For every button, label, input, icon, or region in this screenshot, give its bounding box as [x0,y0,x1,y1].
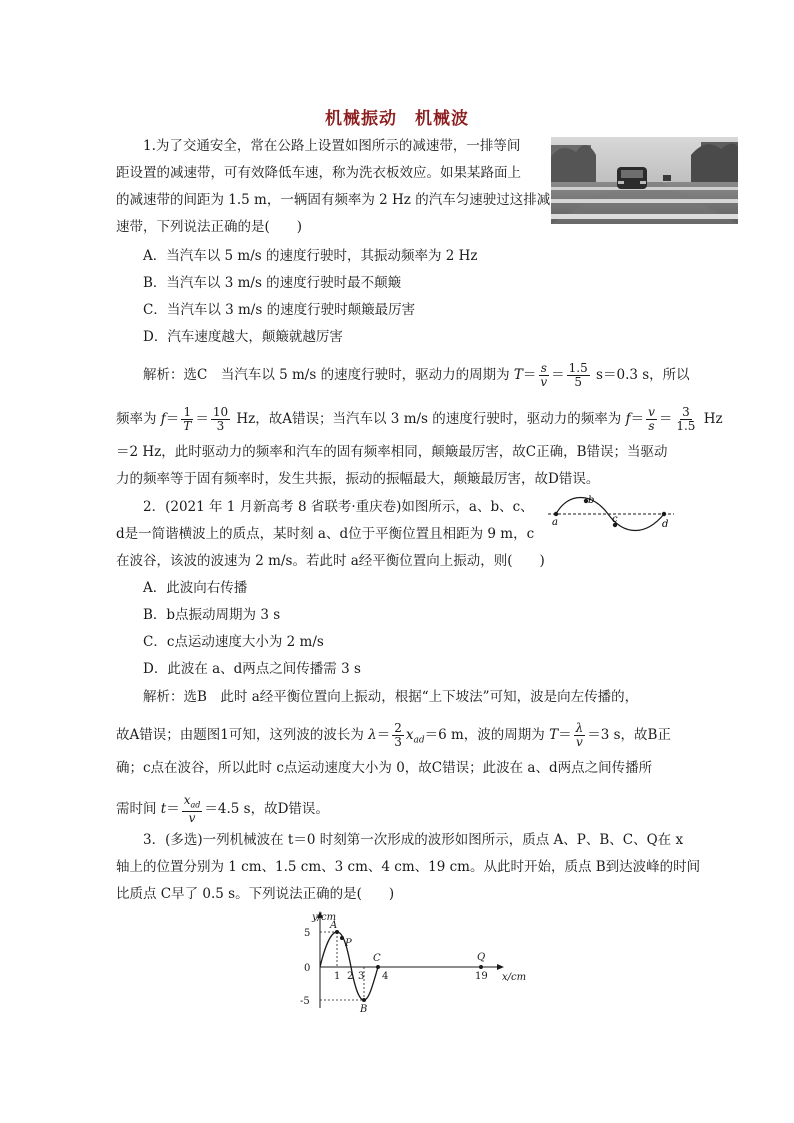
q2-sol4-frac-num [182,794,203,812]
q1-sol2-frac-3 [646,406,657,433]
q1-sol-frac-1-den: v [540,375,548,389]
q3-label-P: P [345,938,352,949]
q1-solution-line-1 [143,362,690,389]
q3-x-tick-4: 4 [382,971,389,982]
q3-y-axis-label: y/cm [312,912,337,923]
q1-sol2-eq2: ＝ [195,411,209,427]
q1-sol-T: T [513,367,523,383]
q2-label-a: a [552,517,558,528]
q1-line-4: 速带，下列说法正确的是( ) [116,219,303,235]
q2-point-a [554,512,558,516]
q2-solution-line-3: 确；c点在波谷，所以此时 c点运动速度大小为 0，故C错误；此波在 a、d两点之间传播所 [116,760,653,776]
q3-y-tick-0: 0 [304,963,311,974]
q2-line-3: 在波谷，该波的波速为 2 m/s。若此时 a经平衡位置向上振动，则( ) [116,553,545,569]
q1-sol-frac-1-num: s [540,361,547,375]
q3-label-A: A [330,920,338,931]
q2-sol4-eq: ＝ [166,801,180,818]
q1-line-1: 1.为了交通安全，常在公路上设置如图所示的减速带，一排等间 [143,138,521,154]
q1-sol2-frac-1-num: 1 [183,405,192,419]
q1-sol2-frac-2-den: 3 [216,419,225,433]
q1-sol2-frac-4-den: 1.5 [676,419,696,433]
q2-line-2: d是一简谐横波上的质点，某时刻 a、d位于平衡位置且相距为 9 m，c [116,526,535,542]
q3-line-2: 轴上的位置分别为 1 cm、1.5 cm、3 cm、4 cm、19 cm。从此时开始，质点 B到达波峰的时间 [116,859,701,875]
q3-x-tick-2: 2 [347,971,354,982]
q1-sol2-frac-2-num: 10 [212,405,229,419]
q2-solution-line-4 [116,794,329,825]
page-title: 机械振动 机械波 [325,109,469,129]
q1-sol2-frac-1-den: T [183,419,192,433]
q3-x-tick-1: 1 [334,971,341,982]
q2-sol2-x-sub: ad [413,735,425,746]
q1-sol-frac-2 [567,362,590,389]
q1-sol2-eq3: ＝ [630,411,645,427]
q1-sol-text-b: s＝0.3 s，所以 [591,367,690,383]
q1-solution-line-4: 力的频率等于固有频率时，发生共振，振动的振幅最大，颠簸最厉害，故D错误。 [116,471,600,487]
q3-label-Q: Q [477,952,486,963]
q1-sol-frac-1 [538,362,549,389]
q2-sol2-text-c: ＝3 s，故B正 [587,727,671,743]
q2-option-d: D．此波在 a、d两点之间传播需 3 s [143,661,361,677]
q1-sol2-frac-1 [181,406,193,433]
q1-sol2-frac-3-den: s [648,419,655,433]
q3-x-axis-label: x/cm [502,972,527,983]
q1-sol2-text-a: 频率为 [116,411,161,427]
q1-sol2-f: f [160,411,166,427]
q2-sol2-lambda: λ [368,727,377,743]
q1-sol-frac-2-den: 5 [574,375,583,389]
q2-sol2-text-b: ＝6 m，波的周期为 [424,727,550,743]
q1-solution-line-2 [116,406,723,433]
q1-sol2-f3: f [625,411,631,427]
q2-sol2-T: T [549,727,559,743]
q2-sol2-frac-1-den: 3 [394,735,402,749]
q1-sol2-eq1: ＝ [165,411,180,427]
q1-sol2-frac-2 [211,406,230,433]
q2-sol2-frac-2-den: v [576,735,583,749]
q1-sol2-frac-4 [674,406,697,433]
q3-line-1: 3．(多选)一列机械波在 t＝0 时刻第一次形成的波形如图所示，质点 A、P、B、C、Q在 x [143,832,684,848]
q2-sol2-eq1: ＝ [376,727,391,743]
q2-wave-figure [546,494,678,534]
q2-sol2-eq2: ＝ [558,727,572,743]
q2-line-1: 2．(2021 年 1 月新高考 8 省联考·重庆卷)如图所示，a、b、c、 [143,499,534,515]
q1-sol2-text-b: Hz，故A错误；当汽车以 3 m/s 的速度行驶时，驱动力的频率为 [232,411,626,427]
q1-sol2-frac-3-num: v [648,405,655,419]
q1-line-2: 距设置的减速带，可有效降低车速，称为洗衣板效应。如果某路面上 [116,165,521,181]
q3-label-C: C [373,953,381,964]
q1-sol2-eq4: ＝ [658,411,673,427]
q2-option-b: B．b点振动周期为 3 s [143,607,281,623]
q3-x-tick-3: 3 [358,971,365,982]
q1-sol2-text-c: Hz [699,411,723,427]
q3-line-3: 比质点 C早了 0.5 s。下列说法正确的是( ) [116,886,395,902]
q2-sol2-frac-2-num: λ [575,721,584,735]
q3-point-C [376,965,380,969]
q2-sol4-text-a: 需时间 [116,801,161,818]
q1-option-a: A．当汽车以 5 m/s 的速度行驶时，其振动频率为 2 Hz [143,248,478,264]
q1-option-c: C．当汽车以 3 m/s 的速度行驶时颠簸最厉害 [143,302,416,318]
q1-sol2-frac-4-num: 3 [682,405,690,419]
q2-sol4-frac-den: v [188,811,196,826]
q1-option-b: B．当汽车以 3 m/s 的速度行驶时最不颠簸 [143,275,402,291]
q2-sol4-frac-num-x: x [183,793,191,807]
q3-x-axis-arrow [497,964,504,970]
q2-solution-line-2 [116,722,671,751]
q2-sol2-x: x [405,727,414,743]
q3-x-tick-19: 19 [475,971,488,982]
q3-wave-graph [292,908,532,1014]
q2-sol2-frac-1-num: 2 [394,721,402,735]
q2-sol2-frac-1 [392,722,404,749]
q2-sol2-frac-2 [574,722,586,749]
q1-line-3: 的减速带的间距为 1.5 m，一辆固有频率为 2 Hz 的汽车匀速驶过这排减 [116,192,551,208]
q3-y-tick-neg5: -5 [300,996,310,1007]
q1-option-d: D．汽车速度越大，颠簸就越厉害 [143,329,343,345]
q1-solution-line-3: ＝2 Hz，此时驱动力的频率和汽车的固有频率相同，颠簸最厉害，故C正确，B错误；当驱动 [116,444,668,460]
q3-y-tick-5: 5 [304,928,311,939]
q2-point-d [662,512,666,516]
q3-label-B: B [360,1004,368,1014]
q3-point-B [362,998,366,1002]
q2-sol4-frac-num-sub: ad [190,800,201,810]
q3-point-Q [479,965,483,969]
q1-sol-frac-2-num: 1.5 [568,361,588,375]
q2-label-c: c [612,514,618,525]
q2-label-d: d [662,519,669,530]
q2-label-b: b [588,495,595,506]
q2-sol4-frac [182,794,203,825]
q2-sol2-text-a: 故A错误；由题图1可知，这列波的波长为 [116,727,369,743]
speed-bump-photo [551,137,738,224]
q2-option-c: C．c点运动速度大小为 2 m/s [143,634,324,650]
q3-point-P [340,936,344,940]
q1-sol-eq2: ＝ [551,367,565,383]
q1-sol-text-a: 解析：选C 当汽车以 5 m/s 的速度行驶时，驱动力的周期为 [143,367,514,383]
q2-solution-line-1: 解析：选B 此时 a经平衡位置向上振动，根据“上下坡法”可知，波是向左传播的， [143,689,639,705]
q2-sol4-t: t [160,801,167,818]
q1-sol-eq1: ＝ [522,367,537,383]
q2-sol4-text-b: ＝4.5 s，故D错误。 [204,801,329,818]
q2-option-a: A．此波向右传播 [143,580,248,596]
